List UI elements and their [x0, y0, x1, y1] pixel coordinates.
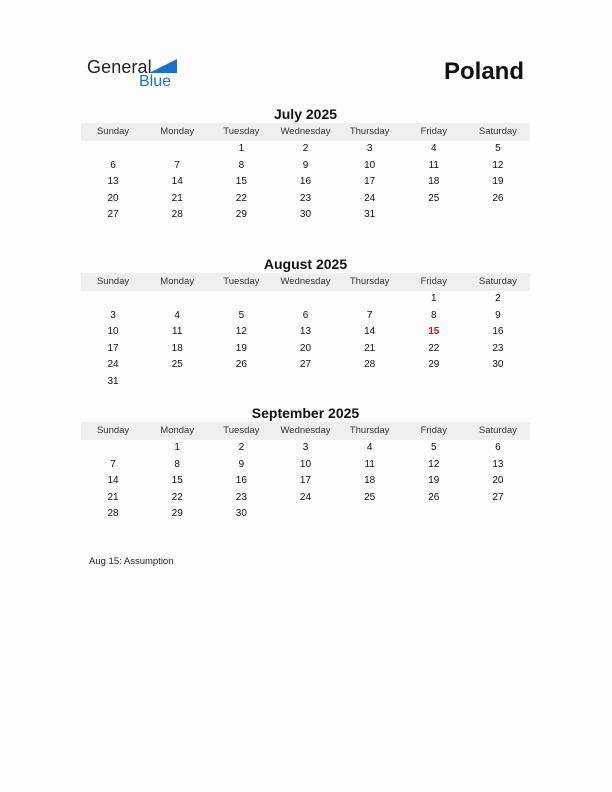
weekday-label: Friday	[420, 425, 447, 436]
day-cell: 12	[235, 326, 247, 338]
day-cell: 11	[172, 326, 183, 338]
day-cell: 9	[302, 159, 309, 171]
day-cell: 6	[495, 442, 501, 453]
day-cell	[273, 506, 337, 523]
weekday-label: Saturday	[478, 276, 517, 287]
week-row	[81, 457, 530, 474]
week-row	[81, 324, 530, 341]
day-cell: 30	[299, 209, 312, 221]
week-row	[81, 440, 530, 457]
day-cell: 3	[110, 309, 116, 321]
day-cell: 15	[235, 176, 247, 188]
country-title: Poland	[443, 58, 524, 85]
day-cell: 24	[299, 491, 312, 503]
day-cell: 5	[430, 442, 437, 453]
weekday-header-row	[81, 422, 530, 440]
day-cell: 27	[107, 209, 119, 221]
day-cell: 7	[366, 309, 373, 321]
day-cell: 21	[107, 491, 119, 503]
day-cell: 31	[364, 209, 376, 221]
week-row	[81, 191, 530, 208]
week-row	[81, 374, 530, 391]
weekday-label: Tuesday	[223, 276, 260, 287]
logo-text-general: General	[87, 57, 152, 77]
logo-text-blue: Blue	[139, 73, 172, 90]
weekday-header-row	[81, 273, 530, 291]
day-cell	[145, 374, 209, 391]
day-cell: 1	[174, 442, 180, 453]
week-row	[81, 490, 530, 507]
day-cell: 23	[235, 491, 247, 503]
month-calendar-august	[81, 255, 530, 391]
day-cell: 13	[492, 458, 504, 470]
day-cell: 28	[107, 508, 119, 520]
day-cell	[209, 374, 273, 391]
day-cell: 10	[299, 458, 312, 470]
week-row	[81, 141, 530, 158]
day-cell: 8	[430, 309, 437, 321]
day-cell: 27	[299, 359, 312, 371]
day-cell: 25	[171, 359, 183, 371]
day-cell: 8	[238, 159, 245, 171]
day-cell: 17	[107, 342, 119, 354]
day-cell: 14	[107, 475, 119, 487]
day-cell: 18	[171, 342, 183, 354]
day-cell: 2	[302, 143, 309, 154]
weekday-label: Friday	[420, 126, 447, 137]
day-cell: 24	[107, 359, 119, 371]
day-cell: 31	[107, 375, 119, 387]
day-cell	[402, 506, 466, 523]
day-cell	[273, 374, 337, 391]
day-cell: 6	[110, 159, 116, 171]
day-cell: 6	[302, 309, 309, 321]
day-cell: 10	[107, 326, 119, 338]
day-cell: 1	[238, 143, 245, 154]
week-row	[81, 341, 530, 358]
day-cell: 26	[492, 192, 504, 204]
weekday-label: Thursday	[349, 276, 390, 287]
day-cell: 26	[428, 491, 440, 503]
weekday-label: Wednesday	[280, 425, 331, 436]
weekday-header-row	[81, 123, 530, 141]
day-cell: 25	[364, 491, 376, 503]
day-cell: 5	[238, 309, 245, 321]
day-cell	[402, 374, 466, 391]
day-cell: 5	[495, 143, 501, 154]
day-cell: 1	[430, 293, 437, 304]
day-cell: 27	[492, 491, 504, 503]
day-cell: 20	[492, 475, 504, 487]
logo-triangle-icon	[149, 59, 177, 73]
day-cell	[145, 291, 209, 308]
day-cell	[81, 440, 145, 457]
day-cell: 12	[492, 159, 504, 171]
day-cell: 20	[299, 342, 312, 354]
day-cell: 19	[492, 176, 504, 188]
week-row	[81, 506, 530, 523]
day-cell	[273, 291, 337, 308]
day-cell: 18	[428, 176, 440, 188]
day-cell: 2	[495, 293, 501, 304]
day-cell: 17	[299, 475, 312, 487]
day-cell	[209, 291, 273, 308]
weekday-label: Saturday	[478, 425, 517, 436]
day-cell: 2	[238, 442, 245, 453]
weekday-label: Sunday	[96, 126, 130, 137]
day-cell	[81, 141, 145, 158]
weekday-label: Thursday	[349, 126, 390, 137]
holiday-day-cell: 15	[428, 326, 440, 338]
weekday-label: Wednesday	[280, 126, 331, 137]
weekday-label: Monday	[160, 425, 195, 436]
day-cell: 29	[428, 359, 440, 371]
day-cell: 20	[107, 192, 119, 204]
weekday-label: Monday	[160, 276, 195, 287]
day-cell: 28	[364, 359, 376, 371]
month-title: July 2025	[273, 106, 338, 122]
day-cell: 24	[364, 192, 376, 204]
day-cell: 26	[235, 359, 247, 371]
day-cell: 15	[171, 475, 183, 487]
day-cell	[402, 207, 466, 224]
day-cell: 13	[299, 326, 312, 338]
day-cell: 7	[174, 159, 180, 171]
day-cell	[466, 506, 530, 523]
day-cell: 10	[364, 159, 376, 171]
weekday-label: Wednesday	[280, 276, 331, 287]
day-cell: 14	[171, 176, 183, 188]
holiday-note: Aug 15: Assumption	[89, 556, 174, 567]
day-cell: 22	[428, 342, 440, 354]
day-cell: 23	[492, 342, 504, 354]
day-cell: 28	[171, 209, 183, 221]
day-cell: 30	[235, 508, 247, 520]
day-cell: 22	[235, 192, 247, 204]
day-cell: 23	[299, 192, 312, 204]
weekday-label: Sunday	[96, 276, 130, 287]
day-cell: 29	[235, 209, 247, 221]
day-cell	[338, 291, 402, 308]
week-row	[81, 174, 530, 191]
day-cell: 13	[107, 176, 119, 188]
week-row	[81, 207, 530, 224]
day-cell: 9	[495, 309, 501, 321]
day-cell: 16	[235, 475, 247, 487]
weekday-label: Tuesday	[223, 126, 260, 137]
week-row	[81, 473, 530, 490]
weekday-label: Tuesday	[223, 425, 260, 436]
day-cell: 7	[110, 458, 116, 470]
day-cell: 21	[171, 192, 183, 204]
holiday-notes	[89, 556, 174, 567]
day-cell: 22	[171, 491, 183, 503]
day-cell: 19	[235, 342, 247, 354]
month-calendar-september	[81, 404, 530, 523]
day-cell: 18	[364, 475, 376, 487]
day-cell: 21	[364, 342, 376, 354]
day-cell: 19	[428, 475, 440, 487]
weekday-label: Monday	[160, 126, 195, 137]
week-row	[81, 308, 530, 325]
day-cell: 11	[428, 159, 439, 171]
day-cell: 3	[366, 143, 373, 154]
day-cell: 12	[428, 458, 440, 470]
day-cell: 14	[364, 326, 376, 338]
weekday-label: Saturday	[478, 126, 517, 137]
day-cell: 30	[492, 359, 504, 371]
day-cell: 4	[366, 442, 373, 453]
month-title: September 2025	[251, 405, 360, 421]
month-title: August 2025	[263, 256, 348, 272]
day-cell: 8	[174, 458, 180, 470]
week-row	[81, 357, 530, 374]
weekday-label: Friday	[420, 276, 447, 287]
day-cell: 11	[364, 458, 375, 470]
day-cell: 17	[364, 176, 376, 188]
day-cell	[466, 207, 530, 224]
day-cell: 29	[171, 508, 183, 520]
day-cell	[338, 374, 402, 391]
month-calendar-july	[81, 105, 530, 224]
day-cell: 9	[238, 458, 245, 470]
day-cell: 25	[428, 192, 440, 204]
week-row	[81, 291, 530, 308]
week-row	[81, 158, 530, 175]
day-cell: 16	[299, 176, 312, 188]
day-cell	[81, 291, 145, 308]
logo	[87, 57, 187, 93]
day-cell: 16	[492, 326, 504, 338]
day-cell: 4	[430, 143, 437, 154]
weekday-label: Sunday	[96, 425, 130, 436]
day-cell: 4	[174, 309, 180, 321]
weekday-label: Thursday	[349, 425, 390, 436]
day-cell	[338, 506, 402, 523]
day-cell	[466, 374, 530, 391]
day-cell: 3	[302, 442, 309, 453]
day-cell	[145, 141, 209, 158]
